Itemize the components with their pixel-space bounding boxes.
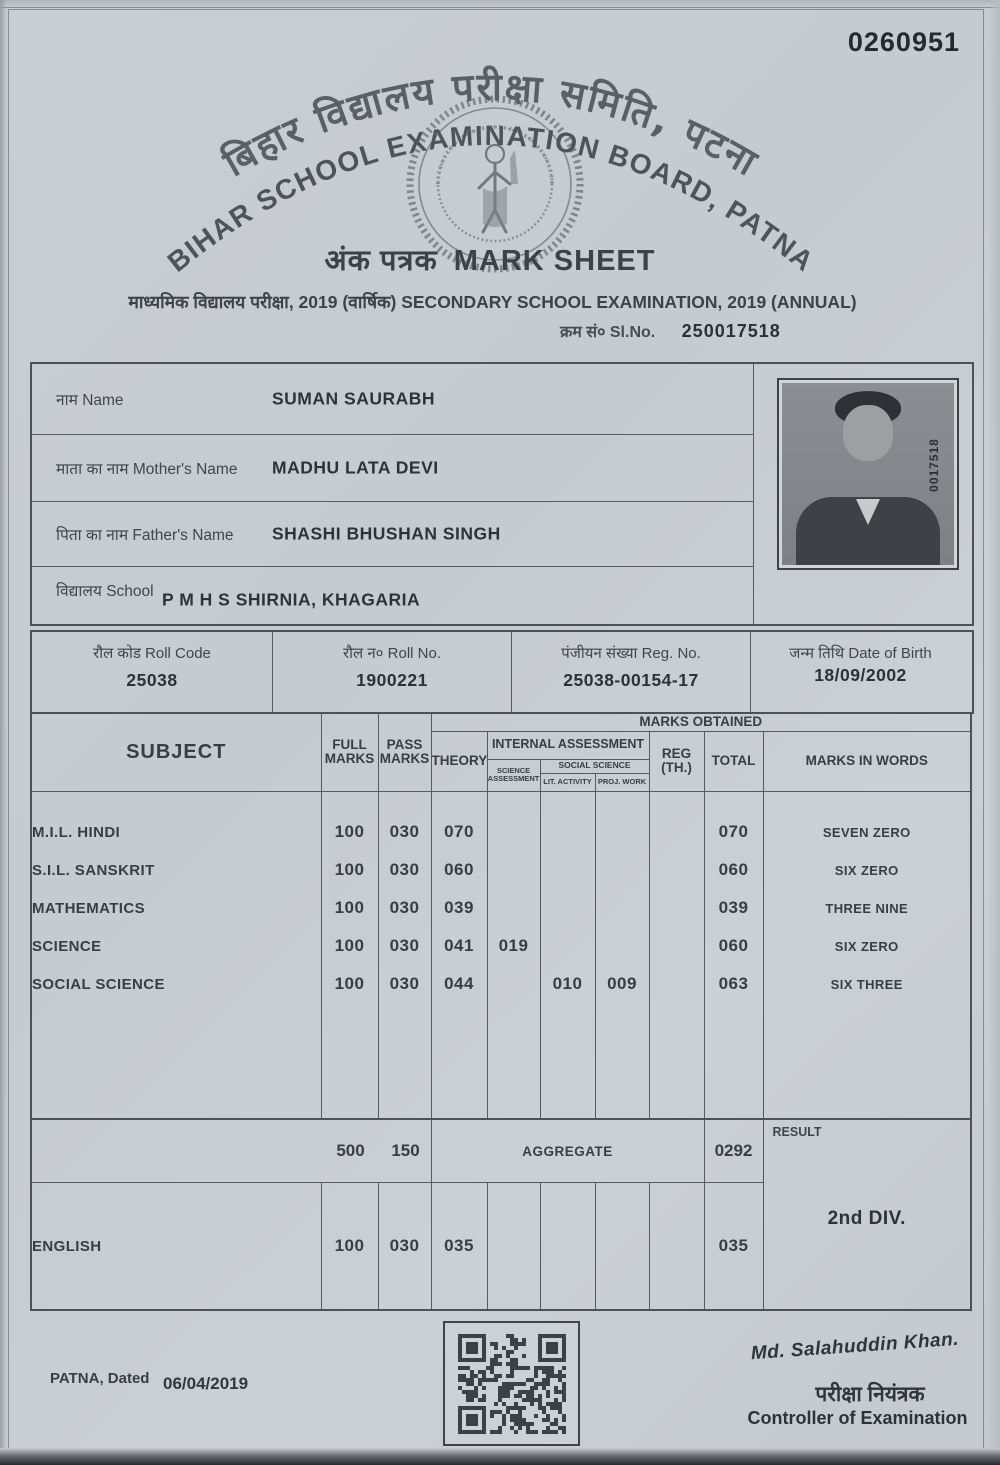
theory-marks: 044: [431, 965, 487, 1003]
photo-cell: [753, 364, 972, 624]
header-theory: THEORY: [431, 731, 487, 791]
school-row: [32, 567, 754, 624]
header-social-science: SOCIAL SCIENCE: [540, 759, 649, 773]
roll-no-cell: [273, 632, 512, 712]
reg-th-marks: [649, 851, 704, 889]
table-row: [31, 927, 971, 965]
reg-th-marks: [649, 889, 704, 927]
aggregate-row: [31, 1119, 971, 1183]
subject-name: SCIENCE: [31, 927, 321, 965]
board-name-hindi: बिहार विद्यालय परीक्षा समिति, पटना: [216, 64, 766, 186]
lit-activity-marks: 010: [540, 965, 595, 1003]
marks-table: [30, 712, 972, 1311]
result-cell: [763, 1119, 971, 1310]
science-assessment-marks: [487, 889, 540, 927]
subject-name: MATHEMATICS: [31, 889, 321, 927]
theory-marks: 041: [431, 927, 487, 965]
reg-th-marks: [649, 965, 704, 1003]
theory-marks: 070: [431, 813, 487, 851]
proj-work-marks: [595, 927, 649, 965]
student-photo: [777, 378, 959, 570]
proj-work-marks: [595, 1183, 649, 1311]
header-subject: SUBJECT: [31, 713, 321, 791]
marksheet-title-english: MARK SHEET: [453, 245, 656, 277]
science-assessment-marks: [487, 851, 540, 889]
scan-edge-left: [0, 0, 7, 1465]
dob-label: जन्म तिथि Date of Birth: [789, 645, 932, 662]
full-marks: 100: [321, 813, 378, 851]
proj-work-marks: [595, 851, 649, 889]
scan-edge-top: [0, 0, 1000, 8]
aggregate-full-marks: 500: [336, 1141, 365, 1160]
enrollment-row: [30, 630, 974, 714]
science-assessment-marks: [487, 813, 540, 851]
header-internal-assessment: INTERNAL ASSESSMENT: [487, 731, 649, 759]
marks-in-words: SIX ZERO: [763, 927, 971, 965]
total-marks: 039: [704, 889, 763, 927]
roll-code-label: रौल कोड Roll Code: [93, 645, 211, 662]
header-lit-activity: LIT. ACTIVITY: [540, 773, 595, 791]
subject-name: S.I.L. SANSKRIT: [31, 851, 321, 889]
designation-english: Controller of Examination: [747, 1408, 968, 1428]
full-marks: 100: [321, 965, 378, 1003]
table-row: [31, 889, 971, 927]
photo-silhouette-face: [843, 405, 893, 461]
marksheet-title: [0, 240, 980, 279]
table-row: [31, 851, 971, 889]
full-marks: 100: [321, 851, 378, 889]
header-pass-marks: PASS MARKS: [378, 713, 431, 791]
serial-number: 0260951: [847, 27, 960, 57]
reg-th-marks: [649, 813, 704, 851]
table-filler-row: [31, 1003, 971, 1119]
aggregate-total: 0292: [704, 1119, 763, 1183]
header-full-marks: FULL MARKS: [321, 713, 378, 791]
header-marks-obtained: MARKS OBTAINED: [431, 713, 971, 731]
science-assessment-marks: 019: [487, 927, 540, 965]
table-row: [31, 965, 971, 1003]
pass-marks: 030: [378, 965, 431, 1003]
place-dated-label: PATNA, Dated: [50, 1370, 150, 1387]
scan-edge-bottom: [0, 1448, 1000, 1465]
slno-label: क्रम सं० Sl.No.: [560, 324, 656, 341]
qr-code-pattern: [458, 1334, 566, 1434]
designation-hindi: परीक्षा नियंत्रक: [815, 1383, 925, 1406]
reg-no-label: पंजीयन संख्या Reg. No.: [561, 645, 701, 662]
total-marks: 060: [704, 851, 763, 889]
science-assessment-marks: [487, 1183, 540, 1311]
theory-marks: 060: [431, 851, 487, 889]
total-marks: 060: [704, 927, 763, 965]
marks-in-words: SIX THREE: [763, 965, 971, 1003]
student-info-table: [30, 362, 974, 626]
board-name-english: BIHAR SCHOOL EXAMINATION BOARD, PATNA: [161, 119, 821, 278]
proj-work-marks: [595, 889, 649, 927]
reg-th-marks: [649, 927, 704, 965]
roll-code-value: 25038: [126, 670, 178, 690]
pass-marks: 030: [378, 927, 431, 965]
aggregate-label: AGGREGATE: [431, 1119, 704, 1183]
scan-edge-right: [988, 0, 1000, 1465]
header-proj-work: PROJ. WORK: [595, 773, 649, 791]
theory-marks: 039: [431, 889, 487, 927]
marks-in-words: SIX ZERO: [763, 851, 971, 889]
subject-name: ENGLISH: [31, 1183, 321, 1311]
reg-th-marks: [649, 1183, 704, 1311]
name-row: [32, 364, 754, 435]
dob-value: 18/09/2002: [814, 665, 907, 685]
father-name: SHASHI BHUSHAN SINGH: [272, 523, 501, 544]
subject-name: M.I.L. HINDI: [31, 813, 321, 851]
marks-in-words: THREE NINE: [763, 889, 971, 927]
lit-activity-marks: [540, 889, 595, 927]
school-name: P M H S SHIRNIA, KHAGARIA: [162, 589, 421, 610]
reg-no-value: 25038-00154-17: [563, 670, 699, 690]
serial-no-line: [560, 320, 900, 342]
proj-work-marks: 009: [595, 965, 649, 1003]
roll-no-label: रौल न० Roll No.: [343, 645, 441, 662]
proj-work-marks: [595, 813, 649, 851]
father-name-label: पिता का नाम Father's Name: [56, 527, 234, 544]
header-marks-in-words: MARKS IN WORDS: [763, 731, 971, 791]
subject-name: SOCIAL SCIENCE: [31, 965, 321, 1003]
reg-no-cell: [512, 632, 751, 712]
science-assessment-marks: [487, 965, 540, 1003]
name-label: नाम Name: [56, 392, 124, 409]
slno-value: 250017518: [681, 321, 781, 341]
marksheet-title-hindi: अंक पत्रक: [324, 245, 438, 277]
roll-code-cell: [32, 632, 273, 712]
pass-marks: 030: [378, 889, 431, 927]
lit-activity-marks: [540, 1183, 595, 1311]
lit-activity-marks: [540, 813, 595, 851]
result-value: 2nd DIV.: [827, 1208, 906, 1229]
theory-marks: 035: [431, 1183, 487, 1311]
photo-serial-number: 0017518: [927, 438, 942, 492]
header-science-assessment: SCIENCE ASSESSMENT: [487, 759, 540, 791]
pass-marks: 030: [378, 1183, 431, 1311]
table-row: [31, 813, 971, 851]
mother-name-row: [32, 435, 754, 502]
student-name: SUMAN SAURABH: [272, 388, 436, 409]
school-label: विद्यालय School: [56, 582, 154, 600]
pass-marks: 030: [378, 851, 431, 889]
total-marks: 035: [704, 1183, 763, 1311]
total-marks: 063: [704, 965, 763, 1003]
issue-date: 06/04/2019: [163, 1374, 249, 1393]
marks-in-words: SEVEN ZERO: [763, 813, 971, 851]
table-spacer-row: [31, 791, 971, 813]
controller-signature: Md. Salahuddin Khan.: [750, 1328, 960, 1365]
full-marks: 100: [321, 1183, 378, 1311]
lit-activity-marks: [540, 851, 595, 889]
header-reg-th: REG (TH.): [649, 731, 704, 791]
qr-code: [443, 1321, 580, 1446]
full-marks: 100: [321, 889, 378, 927]
roll-no-value: 1900221: [356, 670, 428, 690]
aggregate-pass-marks: 150: [391, 1141, 420, 1160]
father-name-row: [32, 502, 754, 567]
total-marks: 070: [704, 813, 763, 851]
mother-name: MADHU LATA DEVI: [272, 457, 439, 478]
mother-name-label: माता का नाम Mother's Name: [56, 461, 238, 478]
pass-marks: 030: [378, 813, 431, 851]
result-label: RESULT: [772, 1125, 822, 1139]
header-total: TOTAL: [704, 731, 763, 791]
arched-board-name: [85, 16, 897, 278]
lit-activity-marks: [540, 927, 595, 965]
full-marks: 100: [321, 927, 378, 965]
dob-cell: [751, 632, 970, 712]
examination-subtitle: माध्यमिक विद्यालय परीक्षा, 2019 (वार्षिक) SECONDARY SCHOOL EXAMINATION, 2019 (ANNUAL): [128, 292, 857, 312]
